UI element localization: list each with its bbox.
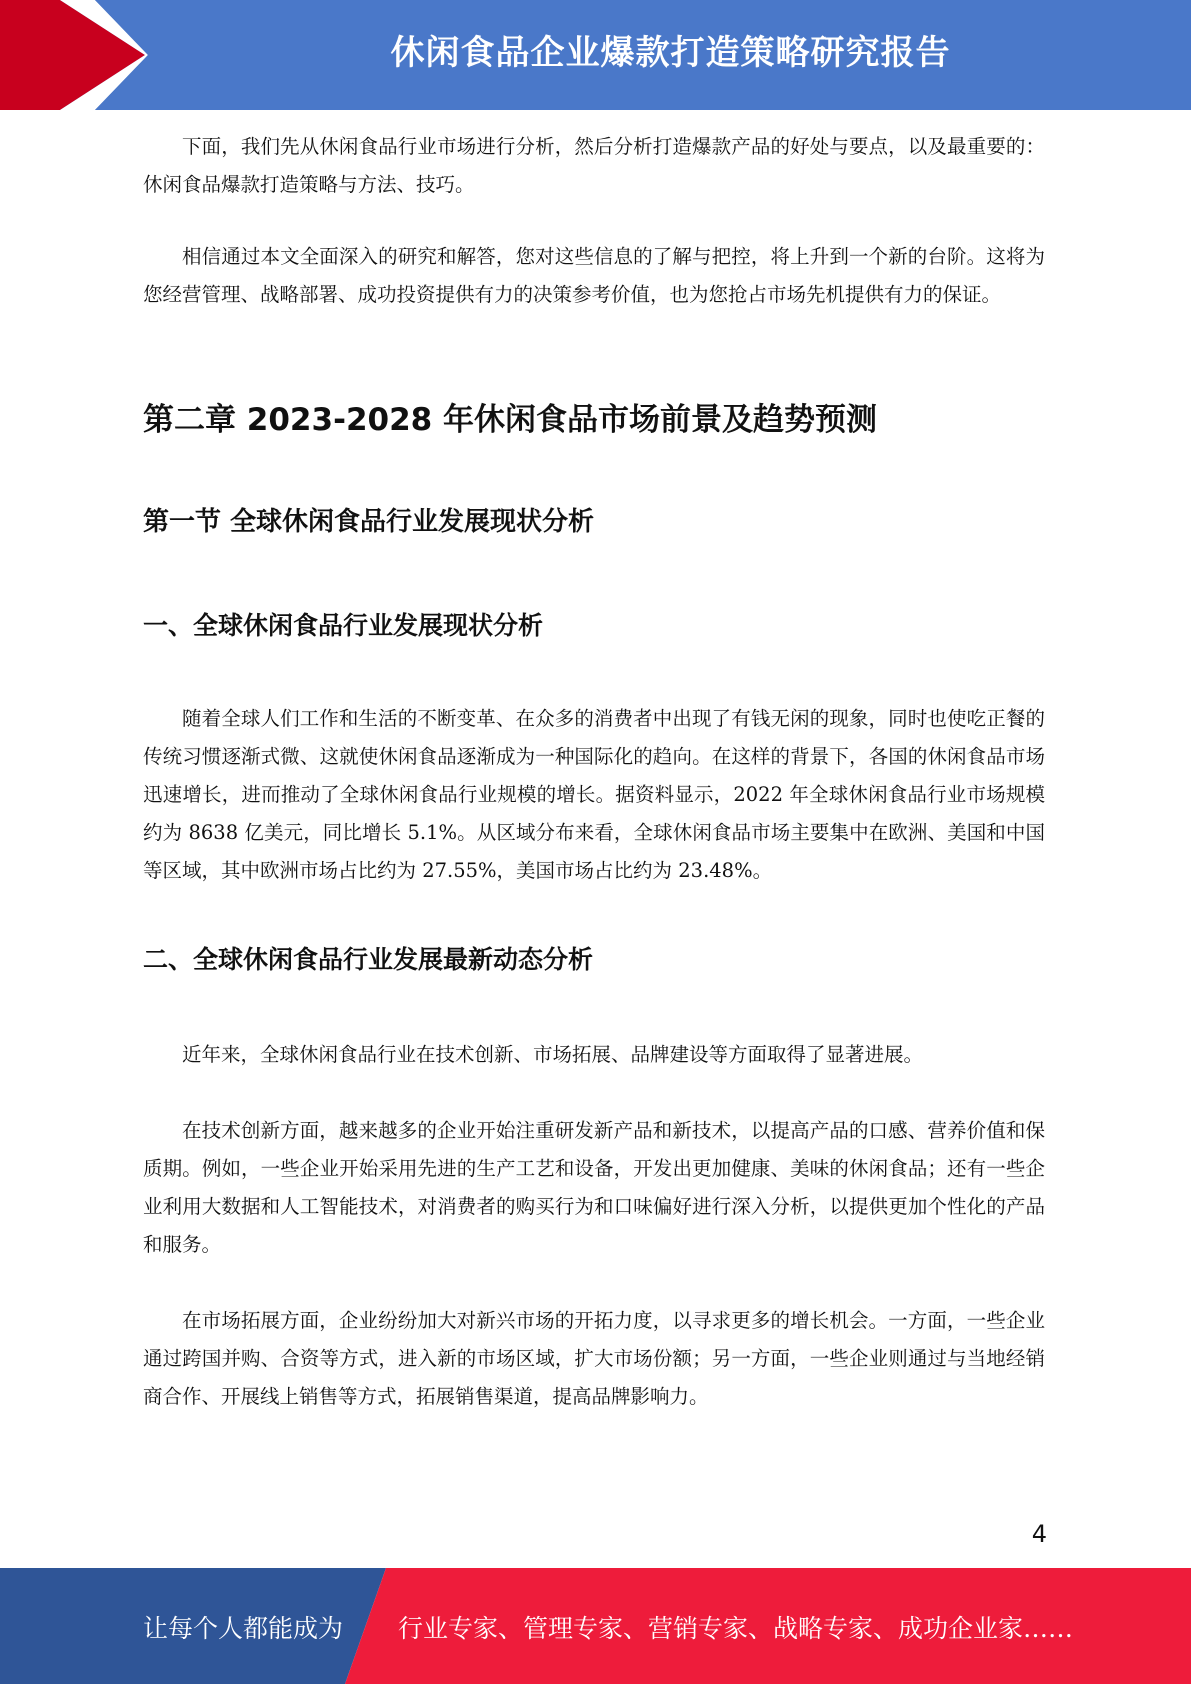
section-title: 第一节 全球休闲食品行业发展现状分析 — [143, 507, 595, 537]
intro-paragraph-2: 相信通过本文全面深入的研究和解答，您对这些信息的了解与把控，将上升到一个新的台阶。这将为您经营管理、战略部署、成功投资提供有力的决策参考价值，也为您抢占市场先机提供有力的保证。 — [143, 245, 1045, 306]
report-title: 休闲食品企业爆款打造策略研究报告 — [390, 33, 951, 73]
footer-slogan-right: 行业专家、管理专家、营销专家、战略专家、成功企业家…… — [398, 1614, 1074, 1643]
subsection-2-paragraph-3: 在市场拓展方面，企业纷纷加大对新兴市场的开拓力度，以寻求更多的增长机会。一方面，一些企业通过跨国并购、合资等方式，进入新的市场区域，扩大市场份额；另一方面，一些企业则通过与当地经销商合作、开展线上销售等方式，拓展销售渠道，提高品牌影响力。 — [143, 1309, 1045, 1408]
page-footer — [0, 1568, 1191, 1684]
chapter-title: 第二章 2023-2028 年休闲食品市场前景及趋势预测 — [143, 402, 878, 438]
subsection-2-paragraph-2: 在技术创新方面，越来越多的企业开始注重研发新产品和新技术，以提高产品的口感、营养价值和保质期。例如，一些企业开始采用先进的生产工艺和设备，开发出更加健康、美味的休闲食品；还有一些企业利用大数据和人工智能技术，对消费者的购买行为和口味偏好进行深入分析，以提供更加个性化的产品和服务。 — [143, 1119, 1045, 1256]
footer-slogan-left: 让每个人都能成为 — [143, 1614, 344, 1643]
page-header — [0, 0, 1191, 110]
page-content — [143, 128, 1045, 1416]
subsection-2-title: 二、全球休闲食品行业发展最新动态分析 — [143, 945, 594, 974]
subsection-2-paragraph-1: 近年来，全球休闲食品行业在技术创新、市场拓展、品牌建设等方面取得了显著进展。 — [182, 1043, 924, 1066]
subsection-1-paragraph: 随着全球人们工作和生活的不断变革、在众多的消费者中出现了有钱无闲的现象，同时也使吃正餐的传统习惯逐渐式微、这就使休闲食品逐渐成为一种国际化的趋向。在这样的背景下，各国的休闲食品市场迅速增长，进而推动了全球休闲食品行业规模的增长。据资料显示，2022 年全球休闲食品行业市场规模约为 8638 亿美元，同比增长 5.1%。从区域分布来看，全球休闲食品市场主要集中在欧洲、美国和中国等区域，其中欧洲市场占比约为 27.55%，美国市场占比约为 23.48%。 — [143, 707, 1045, 882]
intro-paragraph-1: 下面，我们先从休闲食品行业市场进行分析，然后分析打造爆款产品的好处与要点，以及最重要的：休闲食品爆款打造策略与方法、技巧。 — [143, 135, 1045, 196]
page-number: 4 — [1031, 1520, 1047, 1548]
subsection-1-title: 一、全球休闲食品行业发展现状分析 — [143, 611, 544, 640]
